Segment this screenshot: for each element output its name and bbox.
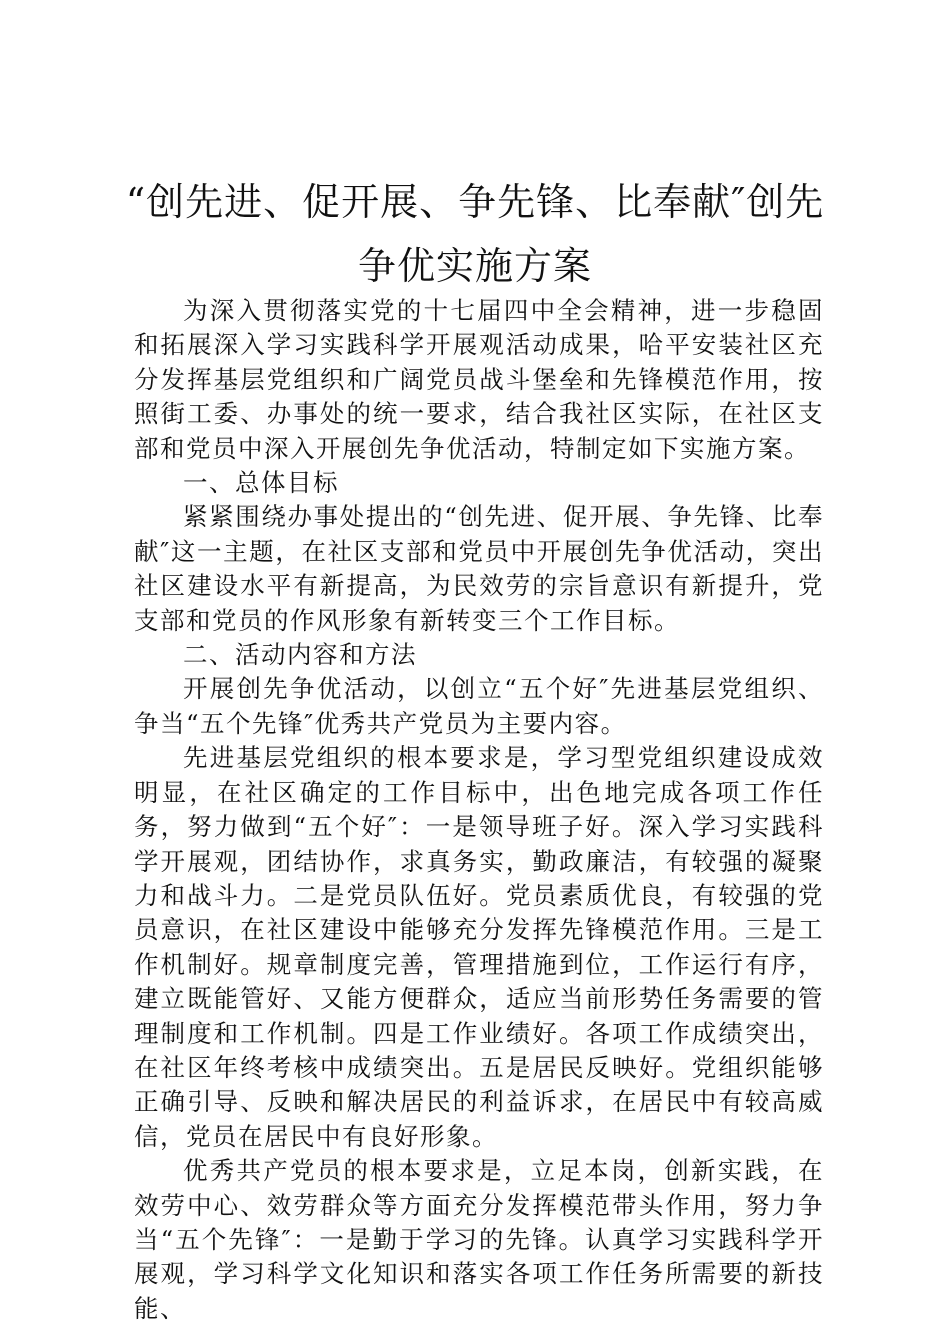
document-body [134,294,824,1326]
paragraph-intro: 为深入贯彻落实党的十七届四中全会精神，进一步稳固和拓展深入学习实践科学开展观活动成果，哈平安装社区充分发挥基层党组织和广阔党员战斗堡垒和先锋模范作用，按照街工委、办事处的统一要求，结合我社区实际，在社区支部和党员中深入开展创先争优活动，特制定如下实施方案。 [134,296,824,463]
paragraph-goals: 紧紧围绕办事处提出的“创先进、促开展、争先锋、比奉献″这一主题，在社区支部和党员中开展创先争优活动，突出社区建设水平有新提高，为民效劳的宗旨意识有新提升，党支部和党员的作风形象有新转变三个工作目标。 [134,502,824,635]
paragraph-content: 开展创先争优活动，以创立“五个好″先进基层党组织、争当“五个先锋″优秀共产党员为主要内容。 [134,674,824,738]
paragraph-party-member: 优秀共产党员的根本要求是，立足本岗，创新实践，在效劳中心、效劳群众等方面充分发挥模范带头作用，努力争当“五个先锋″：一是勤于学习的先锋。认真学习实践科学开展观，学习科学文化知识和落实各项工作任务所需要的新技能、 [134,1156,824,1323]
paragraph-party-organization: 先进基层党组织的根本要求是，学习型党组织建设成效明显，在社区确定的工作目标中，出色地完成各项工作任务，努力做到“五个好″：一是领导班子好。深入学习实践科学开展观，团结协作，求真务实，勤政廉洁，有较强的凝聚力和战斗力。二是党员队伍好。党员素质优良，有较强的党员意识，在社区建设中能够充分发挥先锋模范作用。三是工作机制好。规章制度完善，管理措施到位，工作运行有序，建立既能管好、又能方便群众，适应当前形势任务需要的管理制度和工作机制。四是工作业绩好。各项工作成绩突出，在社区年终考核中成绩突出。五是居民反映好。党组织能够正确引导、反映和解决居民的利益诉求，在居民中有较高威信，党员在居民中有良好形象。 [134,743,824,1151]
document-title: “创先进、促开展、争先锋、比奉献″创先争优实施方案 [125,180,825,288]
section-heading-content: 二、活动内容和方法 [183,640,417,670]
section-heading-goals: 一、总体目标 [183,468,339,498]
